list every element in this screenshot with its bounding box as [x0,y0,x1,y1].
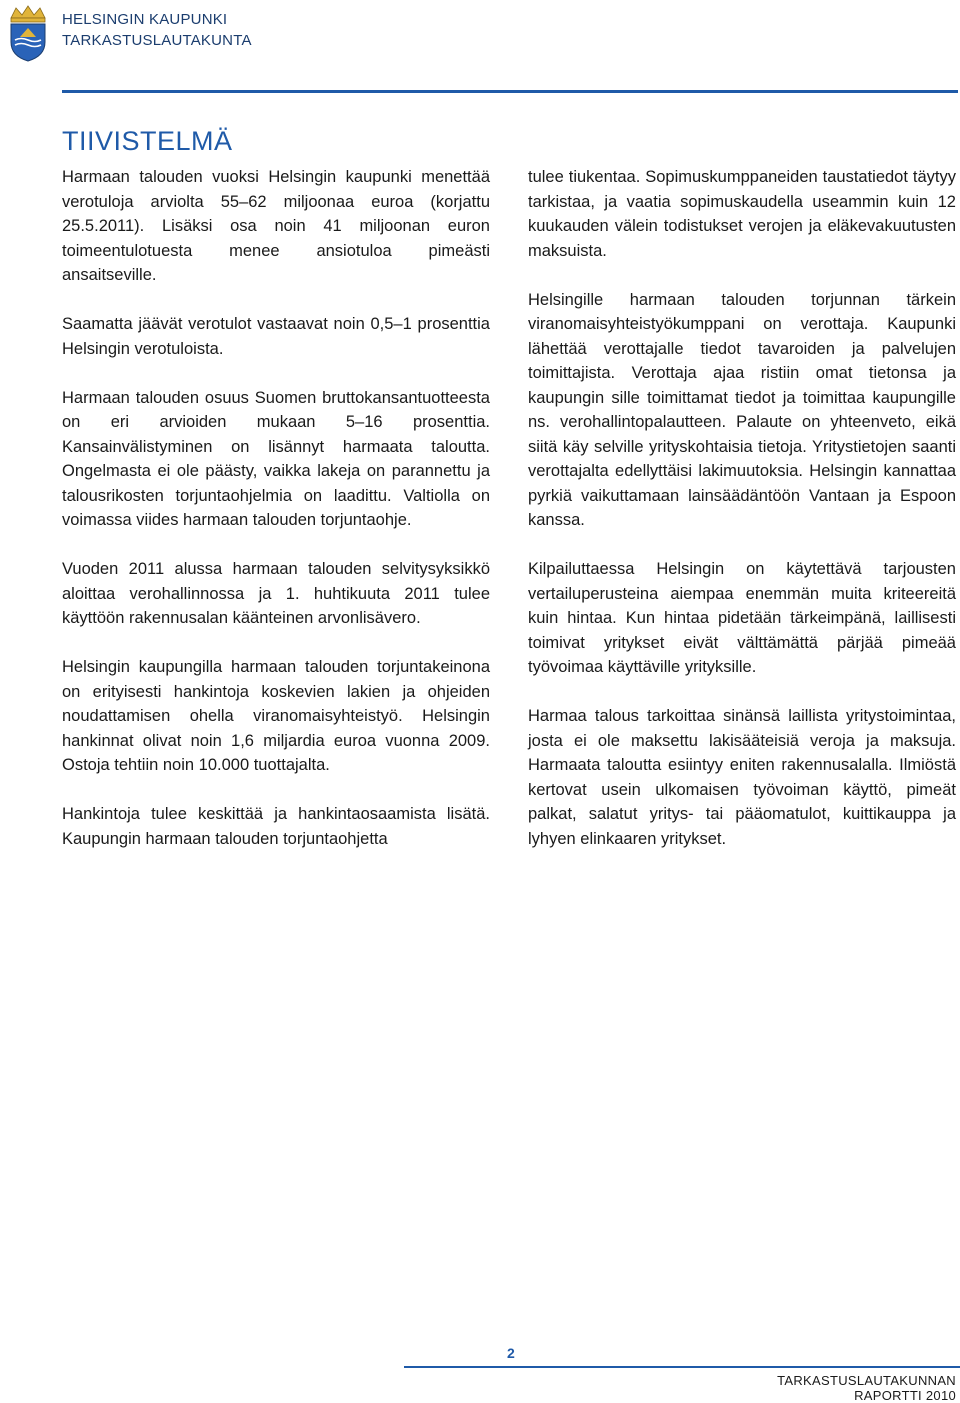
page-title: TIIVISTELMÄ [62,126,233,156]
paragraph: Harmaa talous tarkoittaa sinänsä laillista yritystoimintaa, josta ei ole maksettu lakisääteisiä veroja ja maksuja. Harmaata taloutta esiintyy eniten rakennusalalla. Ilmiöstä kertovat usein ulkomaisen työvoiman käyttö, pimeät palkat, salatut yritys- tai pääomatulot, kuittikauppa ja lyhyen elinkaaren yritykset. [528,707,956,848]
organization-name: HELSINGIN KAUPUNKI [62,11,228,28]
paragraph: Hankintoja tulee keskittää ja hankintaosaamista lisätä. Kaupungin harmaan talouden torjuntaohjetta [62,805,490,848]
paragraph: Vuoden 2011 alussa harmaan talouden selvitysyksikkö aloittaa verohallinnossa ja 1. huhtikuuta 2011 tulee käyttöön rakennusalan käänteinen arvonlisävero. [62,560,490,627]
helsinki-crest-icon [7,4,49,62]
paragraph: Saamatta jäävät verotulot vastaavat noin 0,5–1 prosenttia Helsingin verotuloista. [62,315,490,358]
organization-unit: TARKASTUSLAUTAKUNTA [62,32,252,49]
paragraph: Harmaan talouden osuus Suomen bruttokansantuotteesta on eri arvioiden mukaan 5–16 prosenttia. Kansainvälistyminen on lisännyt harmaata taloutta. Ongelmasta ei ole päästy, vaikka lakeja on parannettu ja talousrikosten torjuntaohjelmia on laadittu. Valtiolla on voimassa viides harmaan talouden torjuntaohje. [62,388,490,529]
paragraph: Harmaan talouden vuoksi Helsingin kaupunki menettää verotuloja arviolta 55–62 miljoonaa euroa (korjattu 25.5.2011). Lisäksi osa noin 41 miljoonan euron toimeentulotuesta menee ansiotuloa pimeästi ansaitseville. [62,168,490,284]
paragraph: Kilpailuttaessa Helsingin on käytettävä tarjousten vertailuperusteina aiempaa enemmän muita kriteereitä kuin hintaa. Kun hintaa pidetään tärkeimpänä, laillisesti toimivat yritykset eivät välttämättä pärjää pimeää työvoimaa käyttäville yrityksille. [528,560,956,676]
page-number: 2 [507,1345,515,1361]
organization-header [62,9,252,51]
paragraph: Helsingin kaupungilla harmaan talouden torjuntakeinona on erityisesti hankintoja koskevien lakien ja ohjeiden noudattamisen ohella viranomaisyhteistyö. Helsingin hankinnat olivat noin 1,6 miljardia euroa vuonna 2009. Ostoja tehtiin noin 10.000 tuottajalta. [62,658,490,774]
right-column [528,165,956,876]
left-column [62,165,490,876]
footer-divider [404,1366,960,1368]
header-divider [62,90,958,93]
paragraph: Helsingille harmaan talouden torjunnan tärkein viranomaisyhteistyökumppani on verottaja. Kaupunki lähettää verottajalle tiedot tavaroiden ja palvelujen toimittajista. Verottaja ajaa ristiin omat tietonsa ja kaupungin sille toimittamat tiedot ja toimittaa kaupungille ns. verohallintopalautteen. Palaute on yhteenveto, eikä siitä käy selville yrityskohtaisia tietoja. Yritystietojen saanti verottajalta edellyttäisi lakimuutoksia. Helsingin kannattaa pyrkiä vaikuttamaan lainsäädäntöön Vantaan ja Espoon kanssa. [528,290,956,529]
paragraph: tulee tiukentaa. Sopimuskumppaneiden taustatiedot täytyy tarkistaa, ja vaatia sopimuskaudella useammin kuin 12 kuukauden välein todistukset verojen ja eläkevakuutusten maksuista. [528,168,956,260]
footer-report-title: TARKASTUSLAUTAKUNNAN RAPORTTI 2010 [777,1373,956,1403]
